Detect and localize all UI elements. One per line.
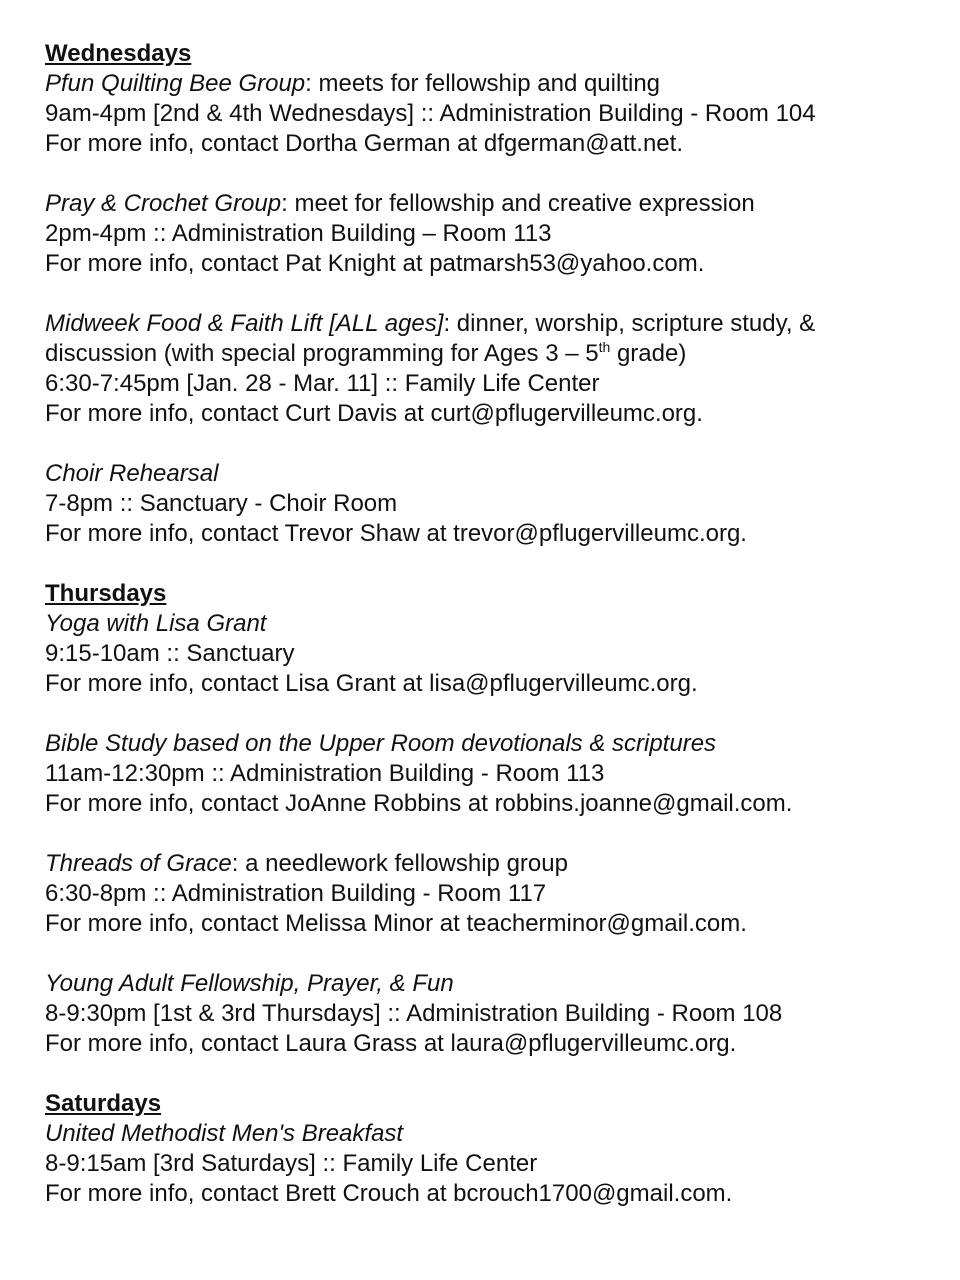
event-title-line <box>45 459 935 489</box>
event-title: Threads of Grace <box>45 850 232 877</box>
event-contact: For more info, contact Curt Davis at curt@pflugervilleumc.org. <box>45 400 703 427</box>
event-title-line <box>45 69 935 99</box>
event-description: : dinner, worship, scripture study, & <box>443 310 816 337</box>
event-schedule: 2pm-4pm :: Administration Building – Room 113 <box>45 220 552 247</box>
event-title-line <box>45 189 935 219</box>
section-heading: Saturdays <box>45 1090 162 1117</box>
event-contact: For more info, contact Laura Grass at laura@pflugervilleumc.org. <box>45 1030 737 1057</box>
event-title: Young Adult Fellowship, Prayer, & Fun <box>45 970 454 997</box>
event-entry <box>45 309 935 429</box>
event-title-line <box>45 969 935 999</box>
event-entry <box>45 189 935 279</box>
event-schedule: 8-9:30pm [1st & 3rd Thursdays] :: Administration Building - Room 108 <box>45 1000 783 1027</box>
event-entry <box>45 969 935 1059</box>
event-title: Pfun Quilting Bee Group <box>45 70 306 97</box>
schedule-document <box>45 39 935 1209</box>
event-description: : a needlework fellowship group <box>231 850 568 877</box>
section-heading: Wednesdays <box>45 40 192 67</box>
event-entry <box>45 729 935 819</box>
event-title: Choir Rehearsal <box>45 460 219 487</box>
event-schedule: 11am-12:30pm :: Administration Building - Room 113 <box>45 760 605 787</box>
event-contact: For more info, contact Trevor Shaw at trevor@pflugervilleumc.org. <box>45 520 747 547</box>
event-entry <box>45 1119 935 1209</box>
event-entry <box>45 609 935 699</box>
event-title: Midweek Food & Faith Lift [ALL ages] <box>45 310 444 337</box>
event-contact: For more info, contact JoAnne Robbins at robbins.joanne@gmail.com. <box>45 790 793 817</box>
section-heading: Thursdays <box>45 580 167 607</box>
event-title-line <box>45 1119 935 1149</box>
event-description-text: grade) <box>610 340 687 367</box>
event-title-line <box>45 729 935 759</box>
event-entry <box>45 459 935 549</box>
event-schedule: 9am-4pm [2nd & 4th Wednesdays] :: Administration Building - Room 104 <box>45 100 816 127</box>
event-schedule: 6:30-7:45pm [Jan. 28 - Mar. 11] :: Family Life Center <box>45 370 600 397</box>
event-schedule: 8-9:15am [3rd Saturdays] :: Family Life Center <box>45 1150 538 1177</box>
event-description-text: discussion (with special programming for Ages 3 – 5 <box>45 340 599 367</box>
event-description: : meets for fellowship and quilting <box>305 70 661 97</box>
event-contact: For more info, contact Brett Crouch at bcrouch1700@gmail.com. <box>45 1180 733 1207</box>
event-schedule: 6:30-8pm :: Administration Building - Room 117 <box>45 880 547 907</box>
event-title: Bible Study based on the Upper Room devotionals & scriptures <box>45 730 717 757</box>
event-description: : meet for fellowship and creative expression <box>281 190 755 217</box>
event-contact: For more info, contact Lisa Grant at lisa@pflugervilleumc.org. <box>45 670 698 697</box>
event-title: Yoga with Lisa Grant <box>45 610 267 637</box>
event-description-line-2 <box>45 339 935 369</box>
event-title: Pray & Crochet Group <box>45 190 282 217</box>
event-contact: For more info, contact Dortha German at dfgerman@att.net. <box>45 130 683 157</box>
event-contact: For more info, contact Melissa Minor at teacherminor@gmail.com. <box>45 910 747 937</box>
event-title-line <box>45 309 935 339</box>
event-title-line <box>45 849 935 879</box>
event-contact: For more info, contact Pat Knight at patmarsh53@yahoo.com. <box>45 250 705 277</box>
event-title: United Methodist Men's Breakfast <box>45 1120 404 1147</box>
event-entry <box>45 69 935 159</box>
ordinal-suffix: th <box>598 339 611 355</box>
event-schedule: 7-8pm :: Sanctuary - Choir Room <box>45 490 398 517</box>
event-schedule: 9:15-10am :: Sanctuary <box>45 640 295 667</box>
section-wednesdays <box>45 39 935 549</box>
section-saturdays <box>45 1089 935 1209</box>
event-entry <box>45 849 935 939</box>
event-title-line <box>45 609 935 639</box>
section-thursdays <box>45 579 935 1059</box>
